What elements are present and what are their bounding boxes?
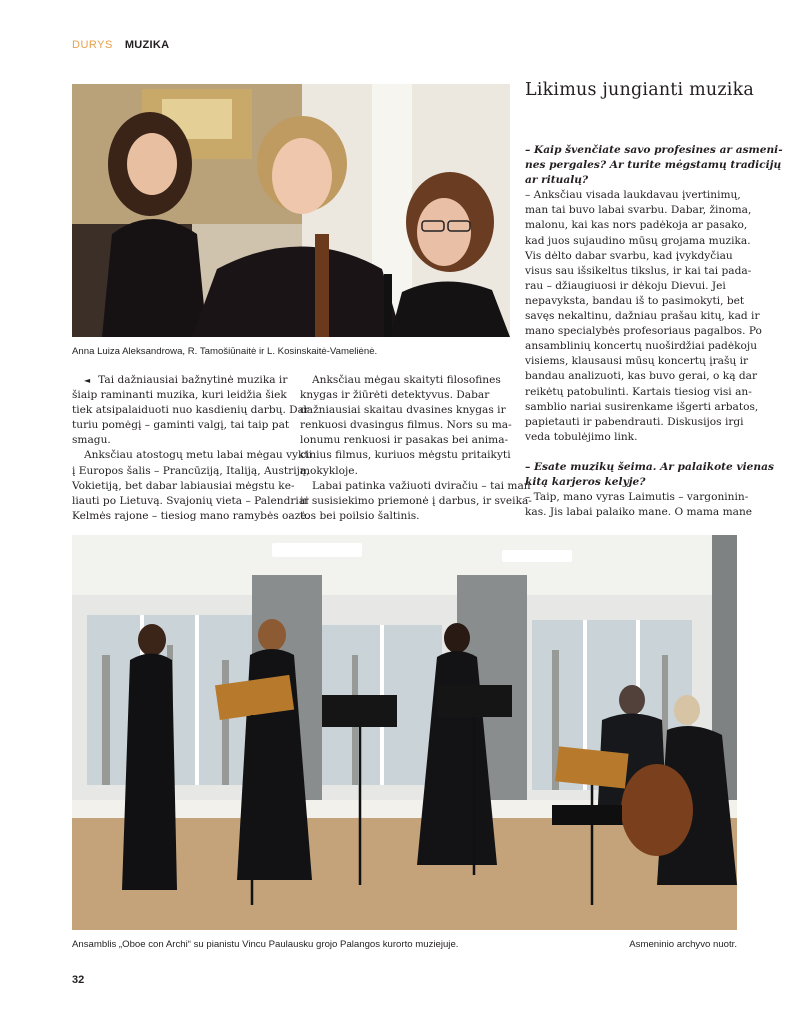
text-line: visus sau išsikeltus tikslus, ir kai tai pada- xyxy=(525,264,752,277)
top-photo xyxy=(72,84,510,337)
text-line: turiu pomėgį – gaminti valgį, tai taip pat xyxy=(72,419,290,432)
text-line: tos bei poilsio šaltinis. xyxy=(300,509,420,522)
bottom-photo xyxy=(72,535,737,930)
text-line: veda tobulėjimo link. xyxy=(525,430,638,443)
text-line: renkuosi dvasingus filmus. Nors su ma- xyxy=(300,419,512,432)
question-line: nes pergales? Ar turite mėgstamų tradicijų xyxy=(525,159,782,172)
text-line: malonu, kai kas nors padėkoja ar pasako, xyxy=(525,219,748,232)
text-line: ◄ Tai dažniausiai bažnytinė muzika ir xyxy=(84,374,288,386)
text-line: Anksčiau atostogų metu labai mėgau vykti xyxy=(84,449,313,462)
column-1 xyxy=(72,373,313,524)
text-line: savęs nekaltinu, dažniau prašau kitų, kad ir xyxy=(525,310,760,323)
page-number: 32 xyxy=(72,974,85,986)
text-line: bandau analizuoti, kas buvo gerai, o ką dar xyxy=(525,370,758,383)
text-line: – Anksčiau visada laukdavau įvertinimų, xyxy=(525,189,741,202)
text-line: kad juos sujaudino mūsų grojama muzika. xyxy=(525,234,751,247)
text-line: ir susisiekimo priemonė į darbus, ir sveika- xyxy=(300,494,532,507)
text-line: rau – džiaugiuosi ir dėkoju Dievui. Jei xyxy=(525,279,726,292)
text-line: nepavyksta, bandau iš to pasimokyti, bet xyxy=(525,294,745,307)
text-line: – Taip, mano vyras Laimutis – vargoninin- xyxy=(525,491,749,504)
text-line: dažniausiai skaitau dvasines knygas ir xyxy=(300,404,506,417)
text-line: šiaip raminanti muzika, kuri leidžia šiek xyxy=(72,389,287,402)
text-line: cinius filmus, kuriuos mėgstu pritaikyti xyxy=(300,449,511,462)
text-line: Anksčiau mėgau skaityti filosofines xyxy=(312,374,501,386)
text-line: samblio nariai susirenkame išgerti arbatos, xyxy=(525,400,759,413)
text-line: mano specialybės profesoriaus pagalbos. Po xyxy=(525,325,762,338)
article-title: Likimus jungianti muzika xyxy=(525,80,755,100)
text-line: Labai patinka važiuoti dviračiu – tai man xyxy=(312,479,531,492)
text-line: į Europos šalis – Prancūziją, Italiją, Austriją, xyxy=(72,464,310,477)
bottom-photo-caption: Ansamblis „Oboe con Archi“ su pianistu Vincu Paulausku grojo Palangos kurorto muziejuje. xyxy=(72,939,459,950)
text-line: Vis dėlto dabar svarbu, kad įvykdyčiau xyxy=(525,249,733,262)
text-line: Kelmės rajone – tiesiog mano ramybės oazė. xyxy=(72,509,310,522)
section-label: DURYS xyxy=(72,39,113,51)
text-line: tiek atsipalaiduoti nuo kasdienių darbų. Dar xyxy=(72,404,310,417)
question-line: kitą karjeros kelyje? xyxy=(525,475,646,488)
continue-triangle-icon: ◄ xyxy=(84,376,91,385)
text-line: lonumu renkuosi ir pasakas bei anima- xyxy=(300,434,509,447)
text-line: liauti po Lietuvą. Svajonių vieta – Palendriai xyxy=(72,494,309,507)
text-line: mokykloje. xyxy=(300,464,358,477)
text-line: knygas ir žiūrėti detektyvus. Dabar xyxy=(300,389,490,402)
text-line: visiems, klausausi mūsų koncertų įrašų ir xyxy=(525,355,749,368)
column-2 xyxy=(300,373,532,524)
question-line: ar ritualų? xyxy=(525,174,589,187)
page-header xyxy=(72,39,169,51)
top-photo-caption: Anna Luiza Aleksandrowa, R. Tamošiūnaitė ir L. Kosinskaitė-Vameliėnė. xyxy=(72,346,378,357)
text-line: papietauti ir pabendrauti. Diskusijos irgi xyxy=(525,415,744,428)
text-line: smagu. xyxy=(72,434,111,447)
question-line: – Esate muzikų šeima. Ar palaikote vienas xyxy=(525,460,774,473)
text-line: kas. Jis labai palaiko mane. O mama mane xyxy=(525,506,753,519)
question-line: – Kaip švenčiate savo profesines ar asmeni- xyxy=(525,144,783,156)
photo-credit: Asmeninio archyvo nuotr. xyxy=(629,939,737,950)
text-line: Vokietiją, bet dabar labiausiai mėgstu ke- xyxy=(72,479,295,492)
text-line: man tai buvo labai svarbu. Dabar, žinoma, xyxy=(525,204,752,217)
text-line: reikėtų patobulinti. Kartais tiesiog visi an- xyxy=(525,385,752,398)
column-3 xyxy=(525,143,783,520)
magazine-label: MUZIKA xyxy=(124,39,170,51)
text-line: ansamblinių koncertų nuoširdžiai padėkoju xyxy=(525,340,758,353)
paragraph-gap xyxy=(525,445,740,460)
